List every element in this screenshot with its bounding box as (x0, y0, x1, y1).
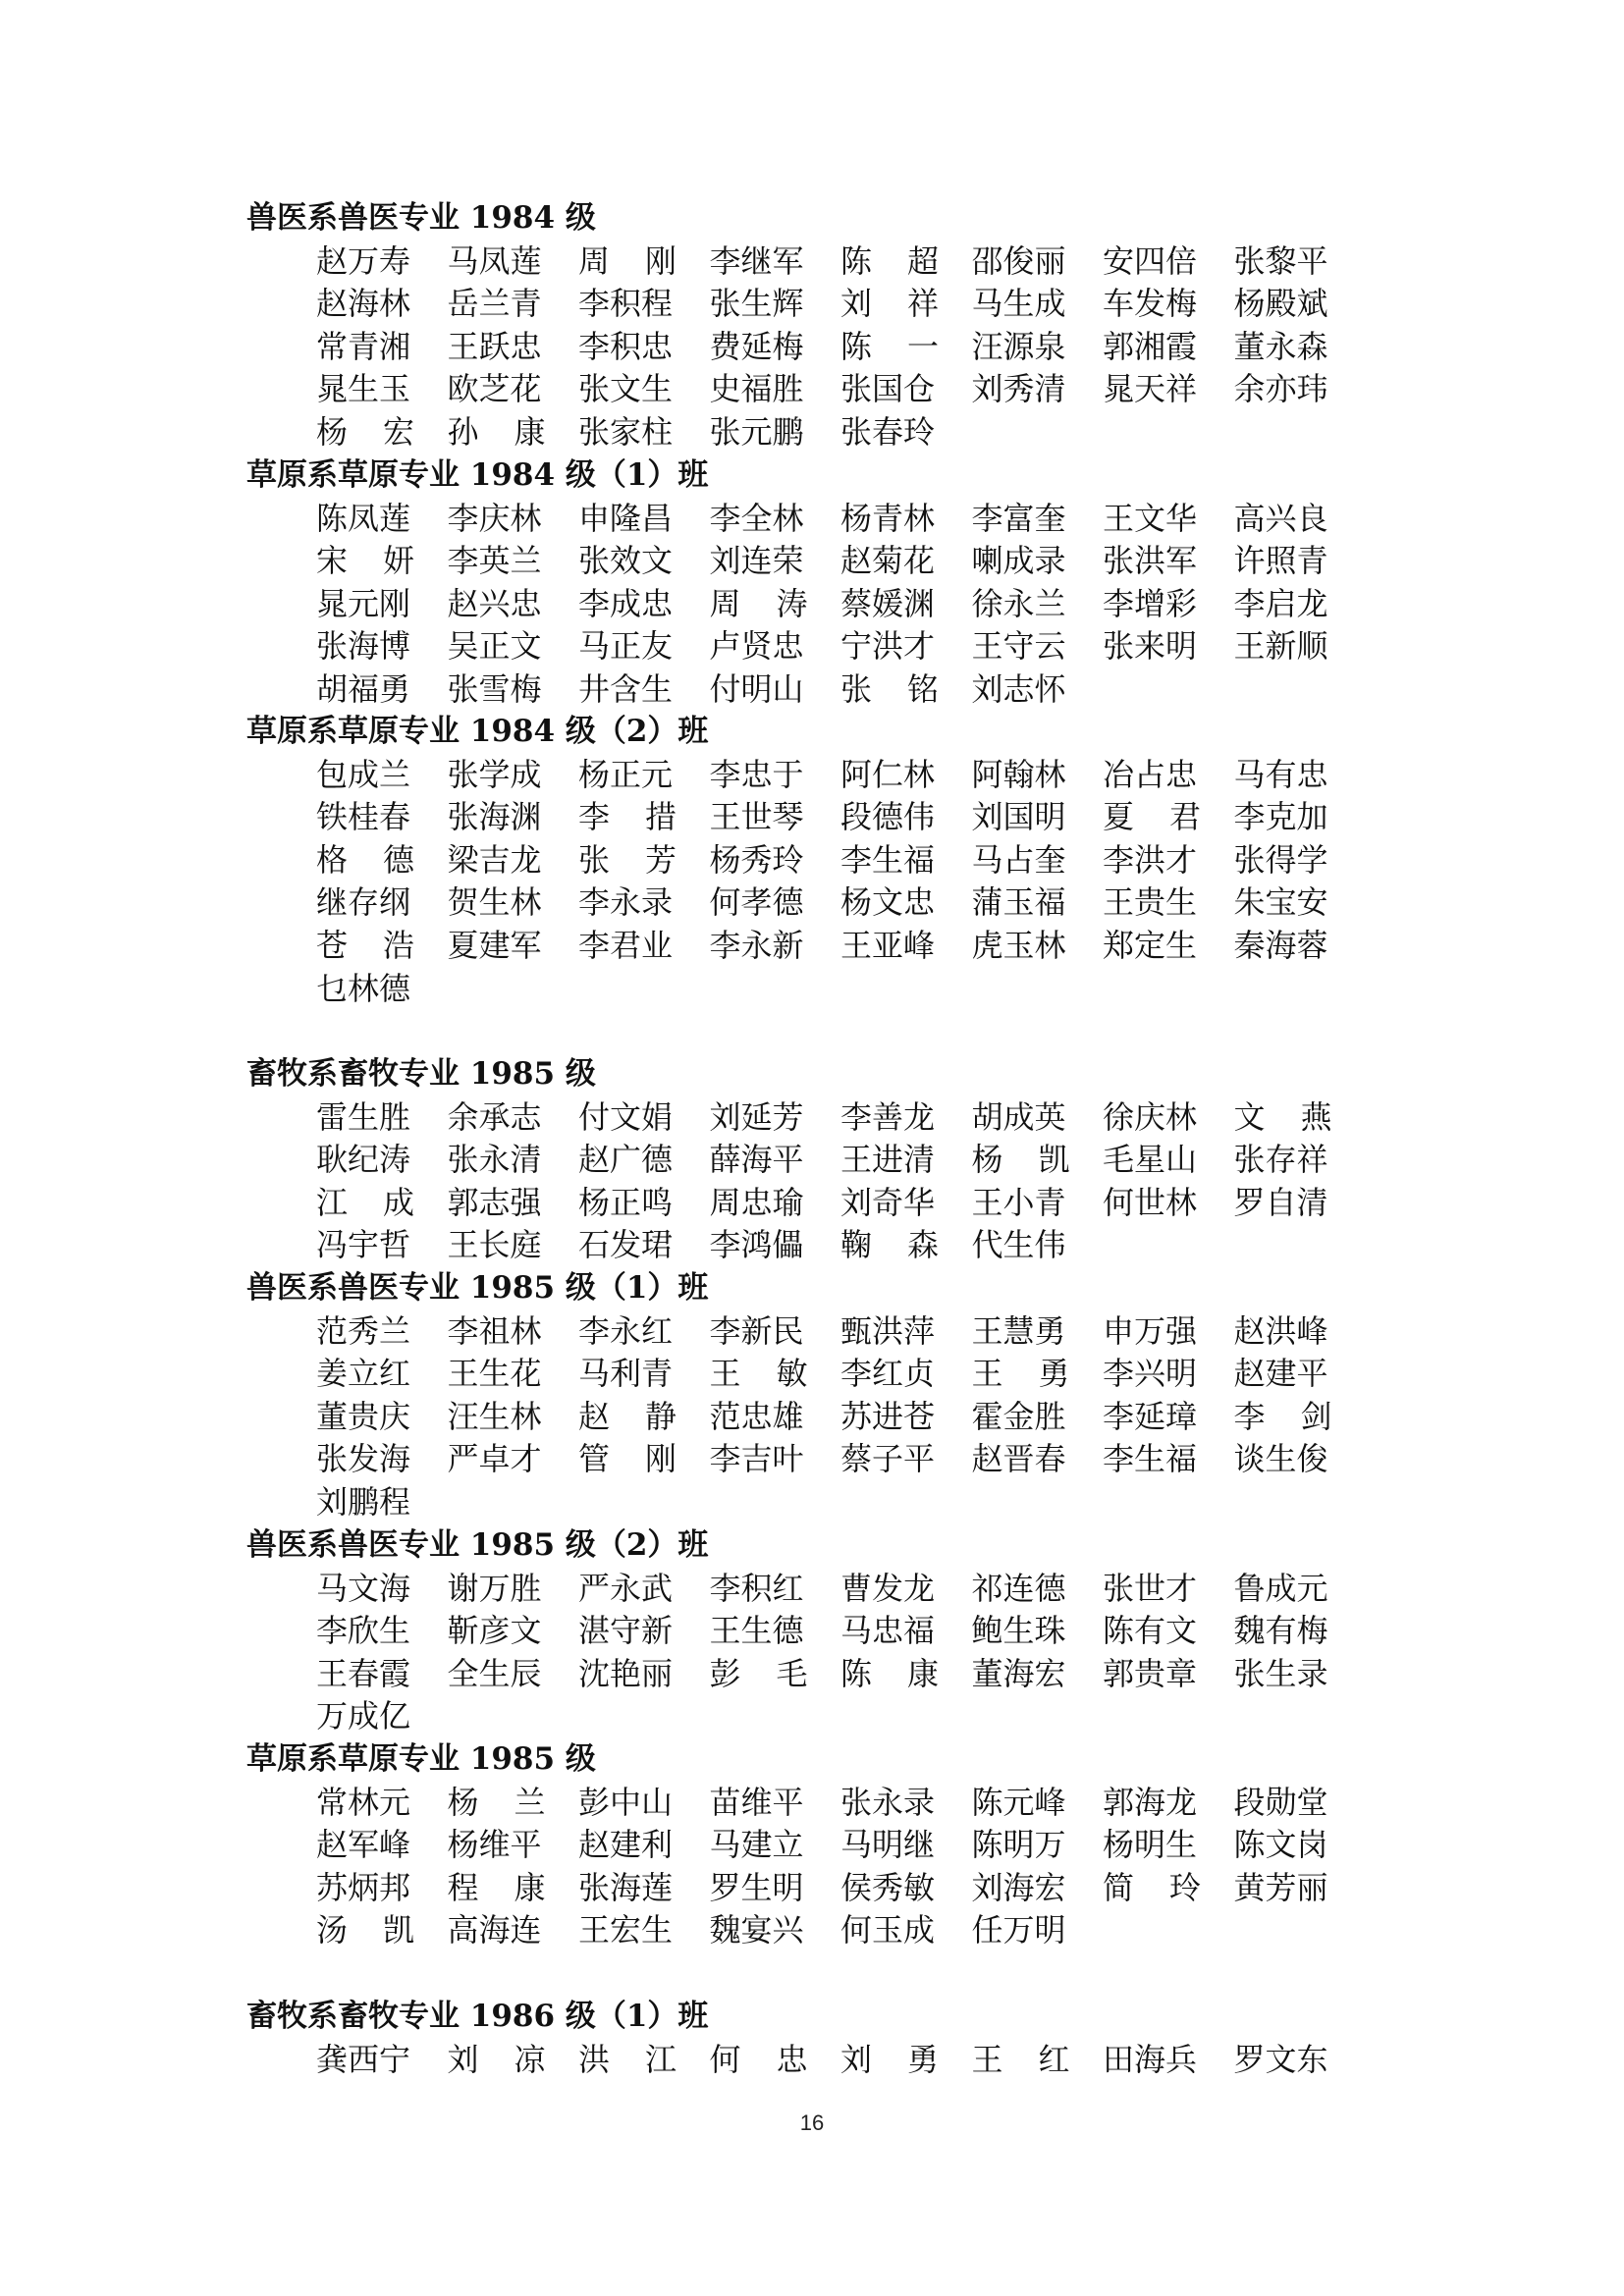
person-name: 罗生明 (709, 1868, 804, 1906)
person-name: 郭湘霞 (1103, 327, 1198, 365)
person-name: 谈生俊 (1233, 1440, 1328, 1478)
person-name: 杨明生 (1103, 1826, 1198, 1864)
person-name: 鲍生珠 (971, 1612, 1066, 1650)
person-name: 张家柱 (578, 413, 674, 451)
person-name: 马明继 (840, 1826, 936, 1864)
person-name: 杨秀玲 (709, 840, 804, 879)
person-name: 李庆林 (447, 499, 542, 537)
person-name: 李 剑 (1233, 1397, 1332, 1435)
person-name: 冯宇哲 (316, 1226, 411, 1264)
person-name: 彭 毛 (709, 1654, 808, 1692)
person-name: 洪 江 (578, 2040, 677, 2078)
person-name: 刘 勇 (840, 2040, 939, 2078)
person-name: 车发梅 (1103, 285, 1198, 323)
person-name: 罗文东 (1233, 2040, 1328, 2078)
person-name: 鲁成元 (1233, 1569, 1328, 1607)
person-name: 刘 凉 (447, 2040, 546, 2078)
person-name: 费延梅 (709, 327, 804, 365)
person-name: 史福胜 (709, 370, 804, 408)
person-name: 王慧勇 (971, 1311, 1066, 1350)
person-name: 王世琴 (709, 798, 804, 836)
person-name: 格 德 (316, 840, 414, 879)
section-heading: 兽医系兽医专业 1985 级（1）班 (246, 1270, 709, 1306)
person-name: 常青湘 (316, 327, 411, 365)
person-name: 王文华 (1103, 499, 1198, 537)
person-name: 铁桂春 (316, 798, 411, 836)
person-name: 郭海龙 (1103, 1783, 1198, 1821)
person-name: 侯秀敏 (840, 1868, 936, 1906)
person-name: 沈艳丽 (578, 1654, 674, 1692)
person-name: 马有忠 (1233, 755, 1328, 793)
person-name: 王生德 (709, 1612, 804, 1650)
person-name: 张黎平 (1233, 241, 1328, 280)
person-name: 魏宴兴 (709, 1911, 804, 1949)
person-name: 杨文忠 (840, 883, 936, 922)
person-name: 夏建军 (447, 927, 542, 964)
person-name: 郭贵章 (1103, 1654, 1198, 1692)
person-name: 贺生林 (447, 883, 542, 922)
person-name: 董海宏 (971, 1654, 1066, 1692)
person-name: 杨殿斌 (1233, 285, 1328, 323)
person-name: 胡成英 (971, 1097, 1066, 1136)
person-name: 赵晋春 (971, 1440, 1066, 1478)
person-name: 李欣生 (316, 1612, 411, 1650)
person-name: 李永红 (578, 1311, 674, 1350)
person-name: 代生伟 (971, 1226, 1066, 1264)
person-name: 李新民 (709, 1311, 804, 1350)
person-name: 马凤莲 (447, 241, 542, 280)
person-name: 万成亿 (316, 1697, 411, 1735)
person-name: 石发珺 (578, 1226, 674, 1264)
person-name: 王宏生 (578, 1911, 674, 1949)
person-name: 张效文 (578, 542, 674, 580)
person-name: 李积忠 (578, 327, 674, 365)
person-name: 陈元峰 (971, 1783, 1066, 1821)
person-name: 徐庆林 (1103, 1097, 1198, 1136)
person-name: 安四倍 (1103, 241, 1198, 280)
person-name: 李生福 (1103, 1440, 1198, 1478)
person-name: 张海博 (316, 627, 411, 666)
person-name: 乜林德 (316, 969, 411, 1007)
person-name: 蒲玉福 (971, 883, 1066, 922)
person-name: 何孝德 (709, 883, 804, 922)
person-name: 李全林 (709, 499, 804, 537)
person-name: 李生福 (840, 840, 936, 879)
person-name: 马生成 (971, 285, 1066, 323)
person-name: 冶占忠 (1103, 755, 1198, 793)
person-name: 姜立红 (316, 1355, 411, 1393)
person-name: 赵 静 (578, 1397, 677, 1435)
person-name: 王 敏 (709, 1355, 808, 1393)
person-name: 刘 祥 (840, 285, 939, 323)
person-name: 包成兰 (316, 755, 411, 793)
person-name: 马正友 (578, 627, 674, 666)
person-name: 黄芳丽 (1233, 1868, 1328, 1906)
person-name: 张海渊 (447, 798, 542, 836)
person-name: 王进清 (840, 1141, 936, 1179)
person-name: 何玉成 (840, 1911, 936, 1949)
person-name: 吴正文 (447, 627, 542, 666)
person-name: 赵广德 (578, 1141, 674, 1179)
person-name: 申隆昌 (578, 499, 674, 537)
person-name: 赵兴忠 (447, 584, 542, 622)
person-name: 李富奎 (971, 499, 1066, 537)
person-name: 井含生 (578, 670, 674, 708)
person-name: 龚西宁 (316, 2040, 411, 2078)
person-name: 蔡媛渊 (840, 584, 936, 622)
person-name: 简 玲 (1103, 1868, 1201, 1906)
person-name: 张元鹏 (709, 413, 804, 451)
person-name: 陈 一 (840, 327, 939, 365)
person-name: 湛守新 (578, 1612, 674, 1650)
person-name: 张发海 (316, 1440, 411, 1478)
person-name: 王 勇 (971, 1355, 1070, 1393)
person-name: 何世林 (1103, 1183, 1198, 1221)
person-name: 田海兵 (1103, 2040, 1198, 2078)
person-name: 李成忠 (578, 584, 674, 622)
person-name: 张永录 (840, 1783, 936, 1821)
person-name: 李永录 (578, 883, 674, 922)
person-name: 李积红 (709, 1569, 804, 1607)
person-name: 王 红 (971, 2040, 1070, 2078)
person-name: 马利青 (578, 1355, 674, 1393)
person-name: 晁元刚 (316, 584, 411, 622)
section-heading: 草原系草原专业 1985 级 (246, 1741, 596, 1777)
person-name: 付明山 (709, 670, 804, 708)
person-name: 汪源泉 (971, 327, 1066, 365)
person-name: 李兴明 (1103, 1355, 1198, 1393)
person-name: 王小青 (971, 1183, 1066, 1221)
person-name: 管 刚 (578, 1440, 677, 1478)
person-name: 陈明万 (971, 1826, 1066, 1864)
person-name: 李君业 (578, 927, 674, 964)
person-name: 张永清 (447, 1141, 542, 1179)
person-name: 欧芝花 (447, 370, 542, 408)
person-name: 周忠瑜 (709, 1183, 804, 1221)
page-number: 16 (799, 2110, 825, 2135)
person-name: 张洪军 (1103, 542, 1198, 580)
person-name: 李 措 (578, 798, 677, 836)
person-name: 鞠 森 (840, 1226, 939, 1264)
person-name: 王跃忠 (447, 327, 542, 365)
person-name: 李启龙 (1233, 584, 1328, 622)
person-name: 张世才 (1103, 1569, 1198, 1607)
person-name: 王亚峰 (840, 927, 936, 964)
person-name: 甄洪萍 (840, 1311, 936, 1350)
person-name: 陈 康 (840, 1654, 939, 1692)
person-name: 陈有文 (1103, 1612, 1198, 1650)
person-name: 马忠福 (840, 1612, 936, 1650)
person-name: 赵军峰 (316, 1826, 411, 1864)
person-name: 李善龙 (840, 1097, 936, 1136)
person-name: 梁吉龙 (447, 840, 542, 879)
person-name: 赵万寿 (316, 241, 411, 280)
person-name: 阿仁林 (840, 755, 936, 793)
person-name: 李继军 (709, 241, 804, 280)
person-name: 杨维平 (447, 1826, 542, 1864)
person-name: 刘奇华 (840, 1183, 936, 1221)
person-name: 邵俊丽 (971, 241, 1066, 280)
person-name: 郭志强 (447, 1183, 542, 1221)
person-name: 张存祥 (1233, 1141, 1328, 1179)
person-name: 张得学 (1233, 840, 1328, 879)
person-name: 宁洪才 (840, 627, 936, 666)
person-name: 刘国明 (971, 798, 1066, 836)
section-heading: 草原系草原专业 1984 级（2）班 (246, 714, 709, 749)
person-name: 杨青林 (840, 499, 936, 537)
person-name: 王新顺 (1233, 627, 1328, 666)
section-heading: 畜牧系畜牧专业 1986 级（1）班 (246, 1999, 709, 2034)
person-name: 刘秀清 (971, 370, 1066, 408)
person-name: 赵洪峰 (1233, 1311, 1328, 1350)
person-name: 张生辉 (709, 285, 804, 323)
section-heading: 兽医系兽医专业 1985 级（2）班 (246, 1527, 709, 1563)
person-name: 周 涛 (709, 584, 808, 622)
person-name: 张学成 (447, 755, 542, 793)
person-name: 常林元 (316, 1783, 411, 1821)
person-name: 彭中山 (578, 1783, 674, 1821)
person-name: 继存纲 (316, 883, 411, 922)
person-name: 段德伟 (840, 798, 936, 836)
person-name: 董贵庆 (316, 1397, 411, 1435)
person-name: 喇成录 (971, 542, 1066, 580)
person-name: 刘鹏程 (316, 1483, 411, 1521)
person-name: 毛星山 (1103, 1141, 1198, 1179)
person-name: 李增彩 (1103, 584, 1198, 622)
person-name: 何 忠 (709, 2040, 808, 2078)
section-heading: 草原系草原专业 1984 级（1）班 (246, 457, 709, 493)
section-heading: 兽医系兽医专业 1984 级 (246, 200, 596, 236)
person-name: 宋 妍 (316, 542, 414, 580)
person-name: 李洪才 (1103, 840, 1198, 879)
person-name: 郑定生 (1103, 927, 1198, 964)
person-name: 岳兰青 (447, 285, 542, 323)
person-name: 张文生 (578, 370, 674, 408)
person-name: 陈文岗 (1233, 1826, 1328, 1864)
section-heading: 畜牧系畜牧专业 1985 级 (246, 1056, 596, 1092)
person-name: 王长庭 (447, 1226, 542, 1264)
person-name: 张生录 (1233, 1654, 1328, 1692)
person-name: 魏有梅 (1233, 1612, 1328, 1650)
person-name: 刘海宏 (971, 1868, 1066, 1906)
person-name: 杨 宏 (316, 413, 414, 451)
person-name: 文 燕 (1233, 1097, 1332, 1136)
person-name: 蔡子平 (840, 1440, 936, 1478)
person-name: 李鸿儡 (709, 1226, 804, 1264)
person-name: 段勋堂 (1233, 1783, 1328, 1821)
person-name: 杨正元 (578, 755, 674, 793)
person-name: 严卓才 (447, 1440, 542, 1478)
person-name: 汤 凯 (316, 1911, 414, 1949)
person-name: 高兴良 (1233, 499, 1328, 537)
person-name: 李英兰 (447, 542, 542, 580)
person-name: 夏 君 (1103, 798, 1201, 836)
person-name: 祁连德 (971, 1569, 1066, 1607)
person-name: 杨 凯 (971, 1141, 1070, 1179)
person-name: 周 刚 (578, 241, 677, 280)
person-name: 刘连荣 (709, 542, 804, 580)
person-name: 耿纪涛 (316, 1141, 411, 1179)
person-name: 余亦玮 (1233, 370, 1328, 408)
person-name: 孙 康 (447, 413, 546, 451)
person-name: 苗维平 (709, 1783, 804, 1821)
person-name: 薛海平 (709, 1141, 804, 1179)
person-name: 任万明 (971, 1911, 1066, 1949)
person-name: 徐永兰 (971, 584, 1066, 622)
person-name: 张春玲 (840, 413, 936, 451)
person-name: 汪生林 (447, 1397, 542, 1435)
person-name: 李吉叶 (709, 1440, 804, 1478)
person-name: 雷生胜 (316, 1097, 411, 1136)
person-name: 赵海林 (316, 285, 411, 323)
person-name: 张 铭 (840, 670, 939, 708)
person-name: 全生辰 (447, 1654, 542, 1692)
person-name: 杨 兰 (447, 1783, 546, 1821)
person-name: 谢万胜 (447, 1569, 542, 1607)
person-name: 王春霞 (316, 1654, 411, 1692)
person-name: 霍金胜 (971, 1397, 1066, 1435)
person-name: 余承志 (447, 1097, 542, 1136)
person-name: 高海连 (447, 1911, 542, 1949)
person-name: 李积程 (578, 285, 674, 323)
person-name: 罗自清 (1233, 1183, 1328, 1221)
person-name: 严永武 (578, 1569, 674, 1607)
person-name: 晁生玉 (316, 370, 411, 408)
person-name: 张 芳 (578, 840, 677, 879)
person-name: 张海莲 (578, 1868, 674, 1906)
person-name: 阿翰林 (971, 755, 1066, 793)
person-name: 李延璋 (1103, 1397, 1198, 1435)
person-name: 苍 浩 (316, 927, 414, 964)
person-name: 晁天祥 (1103, 370, 1198, 408)
person-name: 陈凤莲 (316, 499, 411, 537)
person-name: 张国仓 (840, 370, 936, 408)
person-name: 赵菊花 (840, 542, 936, 580)
person-name: 程 康 (447, 1868, 546, 1906)
person-name: 马占奎 (971, 840, 1066, 879)
person-name: 李忠于 (709, 755, 804, 793)
person-name: 陈 超 (840, 241, 939, 280)
person-name: 杨正鸣 (578, 1183, 674, 1221)
person-name: 王守云 (971, 627, 1066, 666)
person-name: 付文娟 (578, 1097, 674, 1136)
person-name: 靳彦文 (447, 1612, 542, 1650)
person-name: 李红贞 (840, 1355, 936, 1393)
person-name: 刘志怀 (971, 670, 1066, 708)
person-name: 苏进苍 (840, 1397, 936, 1435)
person-name: 曹发龙 (840, 1569, 936, 1607)
person-name: 赵建平 (1233, 1355, 1328, 1393)
person-name: 赵建利 (578, 1826, 674, 1864)
person-name: 虎玉林 (971, 927, 1066, 964)
person-name: 苏炳邦 (316, 1868, 411, 1906)
person-name: 张来明 (1103, 627, 1198, 666)
person-name: 李祖林 (447, 1311, 542, 1350)
person-name: 张雪梅 (447, 670, 542, 708)
person-name: 朱宝安 (1233, 883, 1328, 922)
person-name: 许照青 (1233, 542, 1328, 580)
person-name: 王生花 (447, 1355, 542, 1393)
person-name: 董永森 (1233, 327, 1328, 365)
person-name: 王贵生 (1103, 883, 1198, 922)
person-name: 秦海蓉 (1233, 927, 1328, 964)
person-name: 胡福勇 (316, 670, 411, 708)
person-name: 李克加 (1233, 798, 1328, 836)
person-name: 江 成 (316, 1183, 414, 1221)
person-name: 范秀兰 (316, 1311, 411, 1350)
person-name: 范忠雄 (709, 1397, 804, 1435)
person-name: 申万强 (1103, 1311, 1198, 1350)
person-name: 马文海 (316, 1569, 411, 1607)
person-name: 卢贤忠 (709, 627, 804, 666)
person-name: 李永新 (709, 927, 804, 964)
person-name: 马建立 (709, 1826, 804, 1864)
person-name: 刘延芳 (709, 1097, 804, 1136)
